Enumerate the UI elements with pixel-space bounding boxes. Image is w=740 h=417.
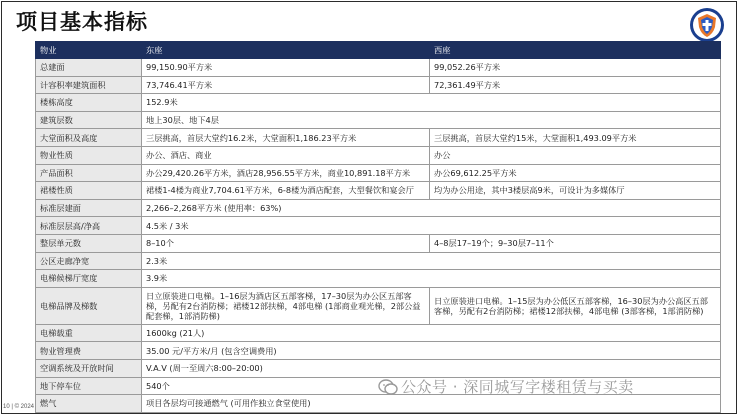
- table-row: [36, 252, 721, 270]
- table-row: [36, 324, 721, 342]
- table-row: [36, 287, 721, 324]
- row-value-west: 日立原装进口电梯。1–15层为办公低区五部客梯，16–30层为办公高区五部客梯，另配有2台消防梯；裙楼12部扶梯，4部电梯 (3部客梯，1部消防梯): [430, 287, 721, 324]
- row-label: 燃气: [36, 395, 142, 413]
- table-body: [36, 59, 721, 413]
- row-value-west: 办公69,612.25平方米: [430, 164, 721, 182]
- shield-logo-icon: [689, 7, 725, 43]
- header-property: 物业: [36, 42, 142, 59]
- table-row: [36, 59, 721, 77]
- table-row: [36, 164, 721, 182]
- row-label: 产品面积: [36, 164, 142, 182]
- watermark: [378, 376, 634, 397]
- row-label: 公区走廊净宽: [36, 252, 142, 270]
- header-west-tower: 西座: [430, 42, 721, 59]
- row-value-both: 4.5米 / 3米: [142, 217, 721, 235]
- row-value-both: 2,266–2,268平方米 (使用率：63%): [142, 199, 721, 217]
- row-value-west: 72,361.49平方米: [430, 76, 721, 94]
- table-header-row: [36, 42, 721, 59]
- row-label: 楼栋高度: [36, 94, 142, 112]
- table-row: [36, 182, 721, 200]
- row-value-both: 152.9米: [142, 94, 721, 112]
- row-value-both: 地上30层、地下4层: [142, 111, 721, 129]
- table-row: [36, 146, 721, 164]
- row-label: 电梯载重: [36, 324, 142, 342]
- row-value-west: 办公: [430, 146, 721, 164]
- table-row: [36, 111, 721, 129]
- table-row: [36, 270, 721, 288]
- row-label: 标准层建面: [36, 199, 142, 217]
- row-value-both: 540个: [142, 377, 721, 395]
- row-value-both: 项目各层均可接通燃气 (可用作独立食堂使用): [142, 395, 721, 413]
- property-spec-table: [35, 41, 721, 413]
- row-label: 总建面: [36, 59, 142, 77]
- row-label: 电梯品牌及梯数: [36, 287, 142, 324]
- header-east-tower: 东座: [142, 42, 430, 59]
- row-value-both: 1600kg (21人): [142, 324, 721, 342]
- row-label: 计容积率建筑面积: [36, 76, 142, 94]
- table-row: [36, 217, 721, 235]
- row-value-east: 裙楼1-4楼为商业7,704.61平方米，6-8楼为酒店配套，大型餐饮和宴会厅: [142, 182, 430, 200]
- table-row: [36, 76, 721, 94]
- row-value-both: 3.9米: [142, 270, 721, 288]
- row-value-east: 8–10个: [142, 234, 430, 252]
- table-row: [36, 395, 721, 413]
- footer-text: 10 | © 2024: [3, 404, 35, 410]
- row-label: 建筑层数: [36, 111, 142, 129]
- row-label: 物业管理费: [36, 342, 142, 360]
- row-value-east: 73,746.41平方米: [142, 76, 430, 94]
- row-value-west: 均为办公用途，其中3楼层高9米，可设计为多媒体厅: [430, 182, 721, 200]
- row-value-east: 日立原装进口电梯。1–16层为酒店区五部客梯，17–30层为办公区五部客梯，另配有2台消防梯；裙楼12部扶梯，4部电梯 (1部商业观光梯，2部公益配套梯，1部消防梯): [142, 287, 430, 324]
- row-value-east: 99,150.90平方米: [142, 59, 430, 77]
- row-label: 裙楼性质: [36, 182, 142, 200]
- row-label: 整层单元数: [36, 234, 142, 252]
- row-value-both: 35.00 元/平方米/月 (包含空调费用): [142, 342, 721, 360]
- wechat-icon: [378, 379, 398, 395]
- row-value-both: V.A.V (周一至周六8:00–20:00): [142, 359, 721, 377]
- row-value-west: 4–8层17–19个；9–30层7–11个: [430, 234, 721, 252]
- watermark-text: 公众号 · 深同城写字楼租赁与买卖: [401, 378, 634, 396]
- table-row: [36, 234, 721, 252]
- table-row: [36, 129, 721, 147]
- row-label: 电梯候梯厅宽度: [36, 270, 142, 288]
- row-label: 物业性质: [36, 146, 142, 164]
- table-row: [36, 94, 721, 112]
- row-value-east: 办公29,420.26平方米，酒店28,956.55平方米，商业10,891.18平方米: [142, 164, 430, 182]
- row-label: 标准层层高/净高: [36, 217, 142, 235]
- row-value-east: 办公、酒店、商业: [142, 146, 430, 164]
- row-value-both: 2.3米: [142, 252, 721, 270]
- table-row: [36, 199, 721, 217]
- row-value-west: 三层挑高，首层大堂约15米，大堂面积1,493.09平方米: [430, 129, 721, 147]
- page-title: 项目基本指标: [16, 10, 148, 34]
- row-value-east: 三层挑高，首层大堂约16.2米，大堂面积1,186.23平方米: [142, 129, 430, 147]
- row-label: 大堂面积及高度: [36, 129, 142, 147]
- row-label: 地下停车位: [36, 377, 142, 395]
- table-row: [36, 359, 721, 377]
- row-value-west: 99,052.26平方米: [430, 59, 721, 77]
- table-row: [36, 342, 721, 360]
- row-label: 空调系统及开放时间: [36, 359, 142, 377]
